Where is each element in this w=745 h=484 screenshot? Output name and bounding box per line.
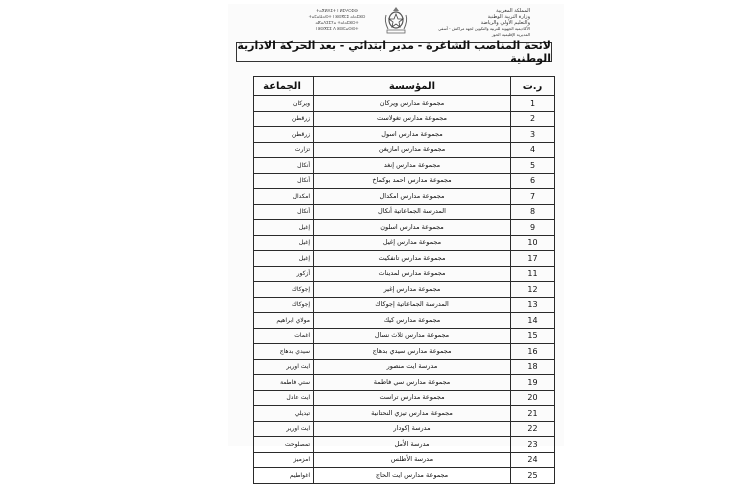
row-commune: ويركان xyxy=(254,96,314,112)
row-commune: ايت اورير xyxy=(254,421,314,437)
row-number: 16 xyxy=(511,344,555,360)
row-number: 20 xyxy=(511,390,555,406)
table-row xyxy=(254,189,555,205)
row-number: 19 xyxy=(511,375,555,391)
row-number: 22 xyxy=(511,421,555,437)
row-number: 15 xyxy=(511,328,555,344)
table-row xyxy=(254,251,555,267)
row-number: 2 xyxy=(511,111,555,127)
row-commune: تزارت xyxy=(254,142,314,158)
row-commune: إغيل xyxy=(254,235,314,251)
header-right-line: والتعليم الأولي والرياضة xyxy=(480,20,530,26)
table-row xyxy=(254,127,555,143)
table-row xyxy=(254,359,555,375)
row-number: 4 xyxy=(511,142,555,158)
row-commune: إغيل xyxy=(254,251,314,267)
header-num: ر.ت xyxy=(511,77,555,96)
table-row xyxy=(254,204,555,220)
row-institution: مجموعة مدارس إنغد xyxy=(314,158,511,174)
kingdom-emblem-icon xyxy=(382,5,410,35)
table-header-row xyxy=(254,77,555,96)
row-institution: مجموعة مدارس اسلون xyxy=(314,220,511,236)
table-row xyxy=(254,266,555,282)
row-institution: مدرسة إكودار xyxy=(314,421,511,437)
row-institution: مجموعة مدارس ويركان xyxy=(314,96,511,112)
row-number: 6 xyxy=(511,173,555,189)
header-left-line: ⵏ ⵓⵙⴳⵎⵉ ⴷ ⵓⵙⵎⴰⵙⵙⵜ xyxy=(315,26,359,31)
row-commune: ستي فاطمة xyxy=(254,375,314,391)
table-row xyxy=(254,452,555,468)
row-institution: مجموعة مدارس تيزي النحتانية xyxy=(314,406,511,422)
header-right-line: وزارة التربية الوطنية xyxy=(487,14,530,20)
row-institution: مجموعة مدارس تغولاست xyxy=(314,111,511,127)
row-commune: زرقطن xyxy=(254,127,314,143)
table-row xyxy=(254,375,555,391)
row-institution: مجموعة مدارس لمدينات xyxy=(314,266,511,282)
header-institution: المؤسسة xyxy=(314,77,511,96)
row-commune: أزكور xyxy=(254,266,314,282)
row-institution: مجموعة مدارس احمد بوكماخ xyxy=(314,173,511,189)
row-commune: أنكال xyxy=(254,204,314,220)
row-institution: مجموعة مدارس إغير xyxy=(314,282,511,298)
table-row xyxy=(254,142,555,158)
row-institution: مجموعة مدارس كيك xyxy=(314,313,511,329)
row-commune: زرقطن xyxy=(254,111,314,127)
document-title: لائحة المناصب الشاغرة - مدير ابتدائي - بعد الحركة الادارية الوطنية xyxy=(237,39,551,65)
row-institution: مجموعة مدارس تراست xyxy=(314,390,511,406)
table-row xyxy=(254,313,555,329)
row-commune: سيدي بدهاج xyxy=(254,344,314,360)
row-institution: المدرسة الجماعاتية أنكال xyxy=(314,204,511,220)
table-row xyxy=(254,344,555,360)
row-commune: ايت اورير xyxy=(254,359,314,375)
header-right-line: الأكاديمية الجهوية للتربية والتكوين لجهة مراكش - آسفي xyxy=(438,26,530,31)
row-commune: تيديلي xyxy=(254,406,314,422)
table-row xyxy=(254,220,555,236)
row-institution: مدرسة الأطلس xyxy=(314,452,511,468)
row-institution: مجموعة مدارس إغيل xyxy=(314,235,511,251)
header-right-line: المديرية الإقليمية الحوز xyxy=(491,32,530,37)
row-commune: إجوكاك xyxy=(254,282,314,298)
header-commune: الجماعة xyxy=(254,77,314,96)
row-number: 24 xyxy=(511,452,555,468)
header-left-line: ⵜⴰⵎⴰⵡⴰⵙⵜ ⵏ ⵓⵙⴳⵎⵉ ⴰⵏⴰⵎⵓⵔ xyxy=(308,14,366,19)
table-row xyxy=(254,96,555,112)
row-institution: مجموعة مدارس تانفكيت xyxy=(314,251,511,267)
row-institution: مجموعة مدارس اسول xyxy=(314,127,511,143)
table-row xyxy=(254,158,555,174)
row-number: 10 xyxy=(511,235,555,251)
table-row xyxy=(254,406,555,422)
header-left-line: ⵜⴰⴳⵍⴷⵉⵜ ⵏ ⵍⵎⵖⵔⵉⴱ xyxy=(316,8,358,13)
row-commune: أنكال xyxy=(254,173,314,189)
header-right-line: المملكة المغربية xyxy=(496,8,530,14)
table-row xyxy=(254,111,555,127)
header-arabic-block xyxy=(418,8,530,38)
row-number: 17 xyxy=(511,251,555,267)
table-row xyxy=(254,297,555,313)
row-number: 3 xyxy=(511,127,555,143)
row-number: 14 xyxy=(511,313,555,329)
table-row xyxy=(254,173,555,189)
row-number: 23 xyxy=(511,437,555,453)
row-institution: المدرسة الجماعاتية إجوكاك xyxy=(314,297,511,313)
row-commune: ايت عادل xyxy=(254,390,314,406)
row-commune: مولاي ابراهيم xyxy=(254,313,314,329)
row-institution: مجموعة مدارس سي فاطمة xyxy=(314,375,511,391)
row-number: 8 xyxy=(511,204,555,220)
row-institution: مدرسة الأمل xyxy=(314,437,511,453)
table-row xyxy=(254,282,555,298)
row-commune: أنكال xyxy=(254,158,314,174)
row-institution: مدرسة ايت منصور xyxy=(314,359,511,375)
row-commune: امكدال xyxy=(254,189,314,205)
row-institution: مجموعة مدارس امكدال xyxy=(314,189,511,205)
row-institution: مجموعة مدارس سيدي بدهاج xyxy=(314,344,511,360)
row-number: 1 xyxy=(511,96,555,112)
row-institution: مجموعة مدارس ايت الحاج xyxy=(314,468,511,484)
row-commune: اغواطيم xyxy=(254,468,314,484)
table-row xyxy=(254,390,555,406)
row-commune: إغيل xyxy=(254,220,314,236)
row-commune: تمصلوحت xyxy=(254,437,314,453)
row-number: 9 xyxy=(511,220,555,236)
row-number: 12 xyxy=(511,282,555,298)
table-row xyxy=(254,468,555,484)
table-row xyxy=(254,235,555,251)
row-commune: إجوكاك xyxy=(254,297,314,313)
row-number: 25 xyxy=(511,468,555,484)
row-institution: مجموعة مدارس ثلاث نسال xyxy=(314,328,511,344)
vacancies-table xyxy=(253,76,555,484)
row-institution: مجموعة مدارس امازيغن xyxy=(314,142,511,158)
row-number: 11 xyxy=(511,266,555,282)
row-number: 7 xyxy=(511,189,555,205)
row-number: 13 xyxy=(511,297,555,313)
header-left-line: ⴰⴽⴰⴷⵉⵎⵢⴰ ⵜⴰⵏⴰⵎⵓⵔⵜ xyxy=(315,20,359,25)
table-row xyxy=(254,328,555,344)
table-row xyxy=(254,421,555,437)
row-commune: اغمات xyxy=(254,328,314,344)
row-number: 18 xyxy=(511,359,555,375)
row-number: 5 xyxy=(511,158,555,174)
row-commune: امزميز xyxy=(254,452,314,468)
header-tifinagh-block xyxy=(296,8,378,32)
row-number: 21 xyxy=(511,406,555,422)
